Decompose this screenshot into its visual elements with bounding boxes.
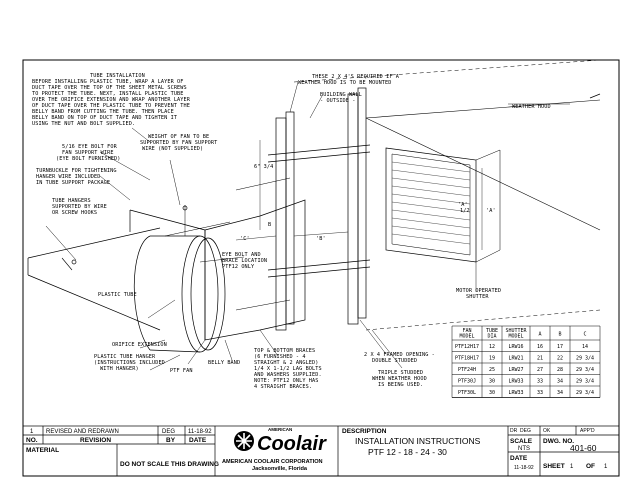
- note-line: BUILDING WALL: [320, 92, 362, 98]
- table-cell: 29 3/4: [575, 355, 595, 362]
- note-line: BRACE LOCATION: [222, 258, 268, 264]
- note-line: BEFORE INSTALLING PLASTIC TUBE, WRAP A LAYER OF: [32, 79, 184, 85]
- brace-top: [236, 178, 290, 190]
- note-line: DUCT TAPE OVER THE TOP OF THE SHEET METAL SCREWS: [32, 85, 187, 91]
- weather-hood-top: [366, 100, 600, 118]
- dim-a-half-sub: 1/2: [460, 208, 470, 214]
- fan-housing-top-brace: [130, 210, 205, 230]
- brace-bottom: [236, 300, 290, 310]
- dr-value: DEG: [520, 428, 531, 434]
- tube-bottom-edge: [28, 275, 160, 330]
- stud-left-2: [286, 112, 294, 324]
- table-cell: 29 3/4: [575, 367, 595, 373]
- note-line: SUPPORTED BY FAN SUPPORT: [140, 140, 218, 146]
- of-value: 1: [604, 464, 608, 470]
- table-cell: LRW21: [508, 355, 524, 362]
- note-line: IN TUBE SUPPORT PACKAGE: [36, 180, 111, 186]
- title-block-text: [26, 427, 608, 472]
- note-line: HANGER WIRE INCLUDED: [36, 174, 101, 180]
- sheet-value: 1: [570, 464, 574, 470]
- dim-b-label: 'B': [316, 236, 326, 242]
- note-line: DOUBLE STUDDED: [372, 358, 418, 364]
- table-header-cell: DIA: [487, 333, 497, 340]
- note-line: SHUTTER: [466, 294, 489, 300]
- table-header-cell: A: [538, 331, 542, 338]
- tube-cylinder-bottom: [150, 350, 200, 352]
- appd-label: APP'D: [580, 428, 595, 434]
- tube-top-edge: [28, 228, 160, 258]
- date-value: 11-18-92: [514, 465, 534, 471]
- note-line: (EYE BOLT FURNISHED): [56, 156, 121, 162]
- fan-blade-icon: [236, 433, 252, 449]
- table-cell: PTF18H17: [454, 355, 480, 362]
- note-line: USING THE NUT AND BOLT SUPPLIED.: [32, 121, 136, 127]
- table-cell: 21: [536, 355, 544, 362]
- table-cell: LRW33: [508, 390, 524, 396]
- table-cell: 34: [556, 378, 564, 385]
- note-line: 5/16 EYE BOLT FOR: [62, 144, 117, 150]
- table-cell: 27: [536, 367, 544, 373]
- note-line: OR SCREW HOOKS: [52, 210, 98, 216]
- note-line: PLASTIC TUBE HANGER: [94, 354, 156, 360]
- eye-bolt-brace-note: [222, 252, 267, 270]
- note-line: 2 X 4 FRAMED OPENING -: [364, 352, 435, 358]
- table-cell: PTF12H17: [454, 344, 480, 350]
- two-by-four-note: [298, 74, 400, 86]
- note-line: BELLY BAND FROM CUTTING THE TUBE. THEN PLACE: [32, 109, 174, 115]
- company-city: Jacksonville, Florida: [252, 466, 308, 472]
- note-line: WIRE (NOT SUPPLIED): [142, 146, 204, 152]
- scale-label: SCALE: [510, 438, 533, 445]
- table-cell: LRW16: [508, 344, 524, 350]
- note-line: WITH HANGER): [100, 366, 139, 372]
- table-cell: 33: [536, 390, 544, 396]
- note-line: 1/4 X 1-1/2 LAG BOLTS: [254, 366, 322, 372]
- fan-housing: [205, 200, 305, 340]
- note-line: STRAIGHT & 2 ANGLED): [254, 360, 319, 366]
- dim-a-label: 'A': [486, 208, 496, 214]
- table-cell: PTF30J: [457, 378, 477, 385]
- table-cell: 34: [556, 390, 564, 396]
- building-wall-note: [320, 92, 362, 104]
- company-name: AMERICAN COOLAIR CORPORATION: [222, 459, 323, 465]
- note-line: OVER THE ORIFICE EXTENSION AND WRAP ANOTHER LAYER: [32, 97, 190, 103]
- scale-value: NTS: [518, 446, 530, 452]
- table-cell: 17: [556, 344, 564, 350]
- tube-hanger-wire: [62, 258, 72, 270]
- note-line: THESE 2 X 4'S REQUIRED IF A: [312, 74, 400, 80]
- of-label: OF: [586, 463, 596, 470]
- belly-band: [191, 238, 225, 350]
- revision-by: DEG: [162, 429, 176, 435]
- tube-hangers-note: [52, 198, 107, 216]
- plastic-tube-hanger-note: [94, 354, 165, 372]
- note-line: OF DUCT TAPE OVER THE PLASTIC TUBE TO PREVENT THE: [32, 103, 190, 109]
- table-header-cell: TUBE: [485, 328, 499, 334]
- table-cell: LRW27: [508, 367, 524, 373]
- table-cell: 30: [488, 390, 496, 396]
- shutter-side: [476, 150, 500, 262]
- note-line: PTF12 ONLY: [222, 264, 255, 270]
- table-header-cell: C: [583, 331, 587, 338]
- eye-bolt-note: [56, 144, 120, 162]
- note-line: AND WASHERS SUPPLIED.: [254, 372, 322, 378]
- note-line: WHEN WEATHER HOOD: [372, 376, 427, 382]
- dim-6-label: 6" 3/4: [254, 164, 274, 170]
- header-no: NO.: [26, 437, 38, 444]
- note-line: FAN SUPPORT WIRE: [62, 150, 114, 156]
- braces-note: [254, 348, 322, 390]
- note-line: (6 FURNISHED - 4: [254, 354, 306, 360]
- tube-installation-note: [32, 73, 191, 127]
- wall-bottom-line: [366, 310, 600, 330]
- header-revision: REVISION: [80, 437, 112, 444]
- dim-b-side-label: B: [268, 222, 272, 228]
- title-line-2: PTF 12 - 18 - 24 - 30: [368, 447, 447, 457]
- weather-hood-label: WEATHER HOOD: [512, 104, 551, 110]
- revision-text: REVISED AND REDRAWN: [46, 429, 119, 435]
- weather-hood-slope: [366, 118, 600, 230]
- table-cell: 28: [556, 367, 564, 373]
- leader-lines: [100, 82, 570, 370]
- title-line-1: INSTALLATION INSTRUCTIONS: [355, 436, 481, 446]
- spec-table: [452, 326, 600, 398]
- table-cell: 29 3/4: [575, 390, 595, 396]
- ok-label: OK: [543, 428, 551, 434]
- table-cell: 12: [488, 344, 496, 350]
- motor-shutter-note: [456, 288, 501, 300]
- dwg-label: DWG. NO.: [543, 438, 575, 445]
- table-header-cell: MODEL: [508, 333, 524, 340]
- date-label: DATE: [510, 455, 528, 462]
- note-line: NOTE: PTF12 ONLY HAS: [254, 378, 319, 384]
- brace-line: [165, 222, 230, 236]
- revision-date: 11-18-92: [188, 429, 212, 435]
- table-cell: 30: [488, 378, 496, 385]
- note-line: TURNBUCKLE FOR TIGHTENING: [36, 168, 117, 174]
- note-line: TUBE INSTALLATION: [90, 73, 145, 79]
- note-line: TUBE HANGERS: [52, 198, 91, 204]
- dim-a-half-label: 'A': [458, 202, 468, 208]
- sheet-label: SHEET: [543, 463, 565, 470]
- table-cell: PTF24H: [457, 367, 477, 373]
- note-line: MOTOR OPERATED: [456, 288, 502, 294]
- table-cell: 25: [488, 367, 496, 373]
- dwg-value: 401-60: [570, 443, 597, 453]
- coolair-logo: [234, 427, 327, 455]
- note-line: TO PROTECT THE TUBE. NEXT, INSTALL PLASTIC TUBE: [32, 91, 184, 97]
- company-small: AMERICAN: [268, 427, 293, 432]
- orifice-extension-label: ORIFICE EXTENSION: [112, 342, 167, 348]
- note-line: SUPPORTED BY WIRE: [52, 204, 107, 210]
- orifice-ring: [182, 236, 218, 352]
- table-cell: LRW33: [508, 378, 524, 385]
- table-cell: 22: [556, 355, 564, 362]
- note-line: IS BEING USED.: [378, 382, 424, 388]
- note-line: 4 STRAIGHT BRACES.: [254, 384, 313, 390]
- table-header-cell: B: [558, 331, 562, 338]
- stud-left-1: [276, 118, 286, 330]
- framed-opening-note: [364, 352, 435, 364]
- description-label: DESCRIPTION: [342, 428, 387, 435]
- dim-c-label: 'C': [240, 236, 250, 242]
- company-logo-text: Coolair: [257, 433, 326, 455]
- note-line: - OUTSIDE -: [320, 98, 356, 104]
- table-cell: 16: [536, 344, 544, 350]
- note-line: WEATHER HOOD IS TO BE MOUNTED: [298, 80, 392, 86]
- table-cell: 19: [488, 355, 496, 362]
- table-header-cell: SHUTTER: [505, 328, 527, 334]
- tube-hanger-ring: [72, 260, 76, 264]
- note-line: (INSTRUCTIONS INCLUDED: [94, 360, 165, 366]
- triple-studded-note: [372, 370, 427, 388]
- note-line: EYE BOLT AND: [222, 252, 261, 258]
- table-cell: PTF30L: [457, 390, 477, 396]
- tube-hanger-leader: [46, 226, 76, 260]
- weight-of-fan-note: [140, 134, 217, 152]
- header-date: DATE: [189, 437, 207, 444]
- note-line: TOP & BOTTOM BRACES: [254, 348, 316, 354]
- note-line: TRIPLE STUDDED: [378, 370, 424, 376]
- stud-right-1: [348, 94, 358, 324]
- note-line: WEIGHT OF FAN TO BE: [148, 134, 210, 140]
- belly-band-label: BELLY BAND: [208, 360, 241, 366]
- arrow-mark: [590, 94, 600, 98]
- turnbuckle-note: [36, 168, 117, 186]
- revision-no: 1: [30, 429, 34, 435]
- material-label: MATERIAL: [26, 447, 60, 454]
- do-not-scale-label: DO NOT SCALE THIS DRAWING: [120, 461, 219, 468]
- ptf-fan-label: PTF FAN: [170, 368, 193, 374]
- plastic-tube-label: PLASTIC TUBE: [98, 292, 137, 298]
- table-header-cell: FAN: [462, 328, 472, 334]
- table-cell: 33: [536, 378, 544, 385]
- table-header-cell: MODEL: [459, 333, 475, 340]
- stud-right-2: [358, 88, 366, 318]
- table-cell: 29 3/4: [575, 378, 595, 385]
- dr-label: DR: [510, 428, 518, 434]
- table-cell: 14: [581, 344, 589, 350]
- note-line: BELLY BAND ON TOP OF DUCT TAPE AND TIGHTEN IT: [32, 115, 178, 121]
- header-by: BY: [166, 437, 176, 444]
